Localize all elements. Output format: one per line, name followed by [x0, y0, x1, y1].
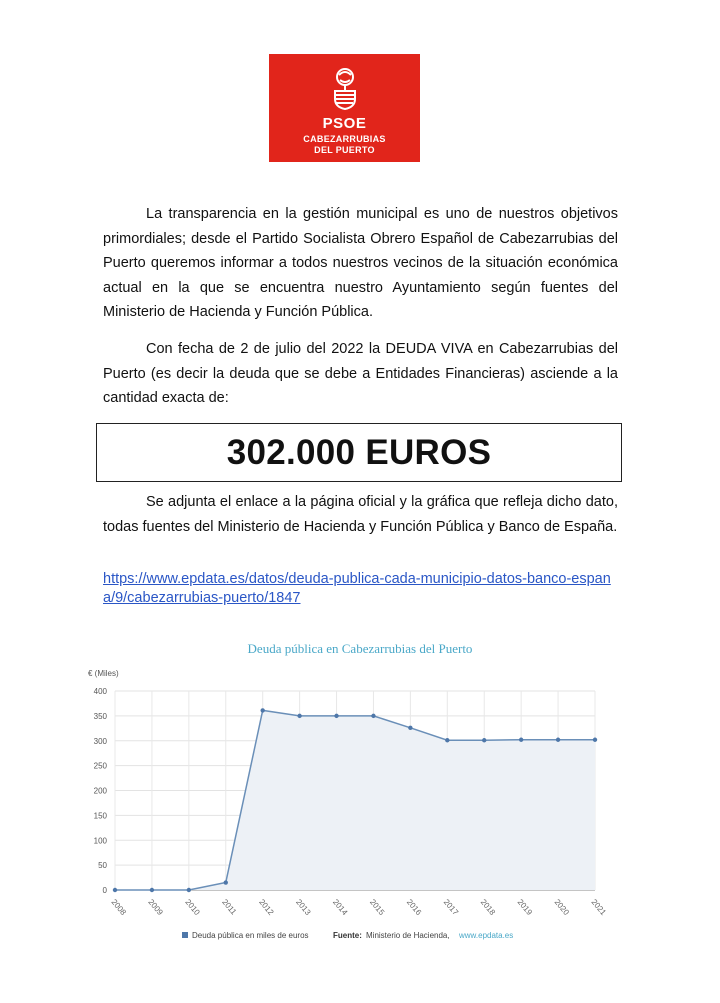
- y-tick-label: 300: [93, 736, 107, 746]
- y-tick-label: 200: [93, 786, 107, 796]
- debt-chart: [0, 630, 720, 950]
- fist-rose-icon: [329, 67, 361, 111]
- x-tick-label: 2017: [441, 897, 461, 917]
- chart-title: Deuda pública en Cabezarrubias del Puerto: [247, 641, 473, 656]
- y-tick-label: 100: [93, 836, 107, 846]
- x-tick-label: 2009: [146, 897, 165, 917]
- source-text: Ministerio de Hacienda,: [366, 931, 450, 940]
- source-label: Fuente:: [333, 931, 362, 940]
- x-tick-label: 2021: [589, 897, 608, 917]
- x-tick-label: 2016: [404, 897, 424, 917]
- x-tick-label: 2015: [367, 897, 387, 917]
- data-point: [519, 738, 523, 742]
- y-tick-label: 400: [93, 687, 107, 696]
- data-point: [187, 888, 191, 892]
- data-point: [150, 888, 154, 892]
- data-point: [445, 738, 449, 742]
- psoe-logo: [269, 54, 420, 162]
- area-fill: [115, 710, 595, 890]
- data-point: [556, 738, 560, 742]
- y-tick-label: 250: [93, 761, 107, 771]
- logo-brand: PSOE: [322, 115, 367, 132]
- x-tick-label: 2011: [220, 897, 239, 917]
- legend-swatch: [182, 932, 188, 938]
- data-point: [482, 738, 486, 742]
- y-unit-label: € (Miles): [88, 669, 119, 678]
- data-point: [371, 714, 375, 718]
- x-tick-label: 2019: [515, 897, 534, 917]
- x-tick-label: 2008: [109, 897, 128, 917]
- data-point: [297, 714, 301, 718]
- y-tick-label: 150: [93, 811, 107, 821]
- data-point: [334, 714, 338, 718]
- data-point: [593, 738, 597, 742]
- y-tick-label: 0: [102, 886, 107, 895]
- intro-paragraph: La transparencia en la gestión municipal es uno de nuestros objetivos primordiales; desde el Partido Socialista Obrero Español de Cabezarrubias del Puerto queremos informar a todos nuestros vecinos de la situación económica actual en la que se encuentra nuestro Ayuntamiento según fuentes del Ministerio de Hacienda y Función Pública.: [103, 206, 618, 320]
- debt-amount: 302.000 EUROS: [226, 432, 492, 472]
- data-point: [113, 888, 117, 892]
- debt-date-paragraph: Con fecha de 2 de julio del 2022 la DEUDA VIVA en Cabezarrubias del Puerto (es decir la deuda que se debe a Entidades Financieras) asciende a la cantidad exacta de:: [103, 341, 618, 406]
- x-tick-label: 2010: [183, 897, 202, 917]
- x-tick-label: 2012: [257, 897, 276, 917]
- y-tick-label: 50: [98, 861, 107, 871]
- data-point: [224, 880, 228, 884]
- x-tick-label: 2020: [552, 897, 571, 917]
- data-point: [260, 708, 264, 712]
- sources-paragraph: Se adjunta el enlace a la página oficial y la gráfica que refleja dicho dato, todas fuentes del Ministerio de Hacienda y Función Pública y Banco de España.: [103, 494, 618, 535]
- legend-label: Deuda pública en miles de euros: [192, 931, 309, 940]
- data-point: [408, 726, 412, 730]
- chart-svg: [0, 630, 720, 950]
- y-tick-label: 350: [93, 711, 107, 721]
- x-tick-label: 2013: [294, 897, 313, 917]
- x-tick-label: 2018: [478, 897, 498, 917]
- logo-place: CABEZARRUBIAS DEL PUERTO: [303, 134, 386, 155]
- epdata-link[interactable]: https://www.epdata.es/datos/deuda-publica-cada-municipio-datos-banco-espana/9/cabezarrubias-puerto/1847: [103, 571, 611, 606]
- source-link: www.epdata.es: [459, 931, 514, 940]
- x-tick-label: 2014: [331, 897, 350, 917]
- debt-amount-box: [96, 423, 622, 482]
